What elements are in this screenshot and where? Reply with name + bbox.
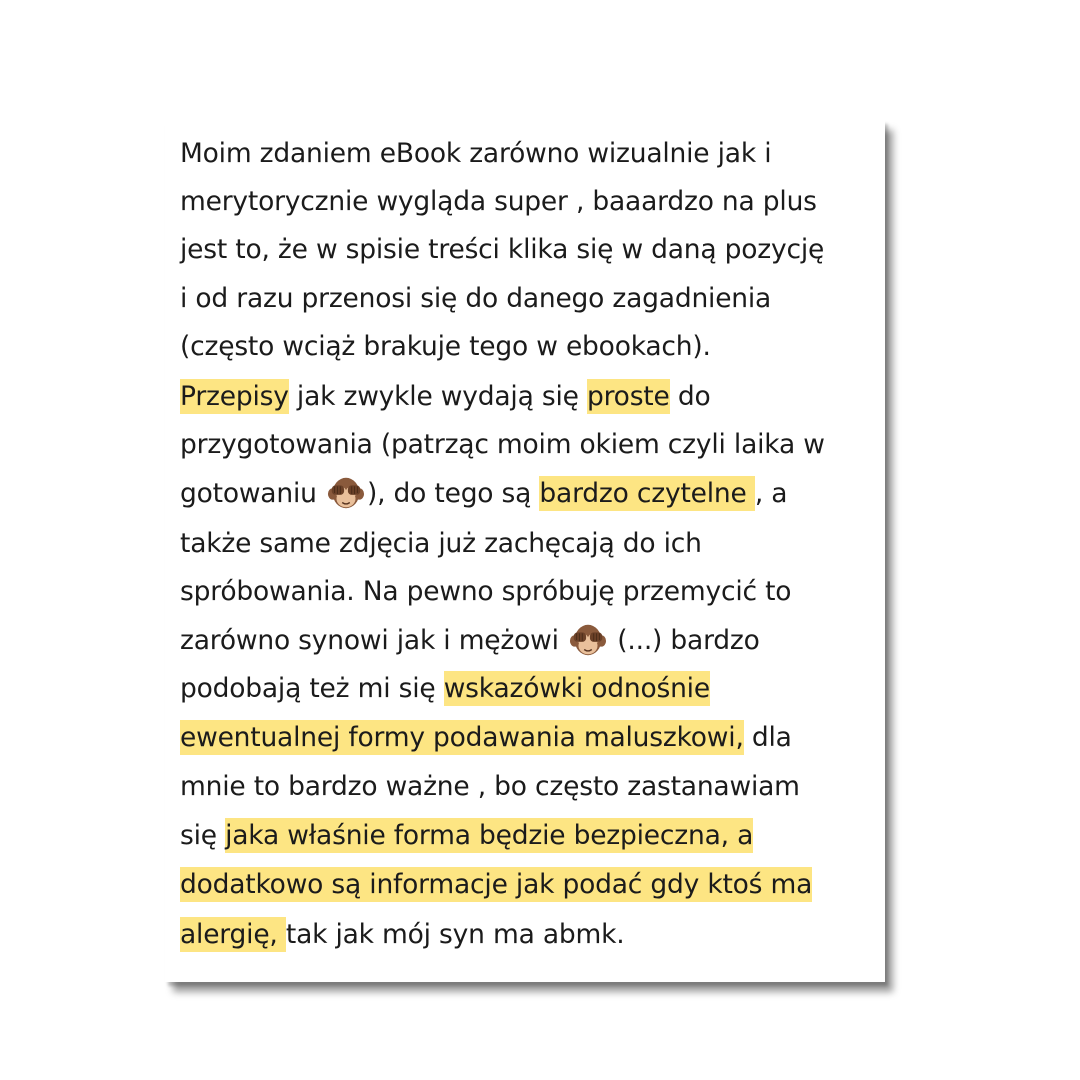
text-segment: się [180,820,226,851]
highlight-ewentualnej-formy: ewentualnej formy podawania maluszkowi, [180,722,744,753]
text-line-15 [180,812,753,860]
text-line-12 [180,665,710,713]
highlight-informacje: dodatkowo są informacje jak podać gdy ktoś ma [180,869,813,900]
text-line-1: Moim zdaniem eBook zarówno wizualnie jak i [180,138,772,169]
text-line-9: także same zdjęcia już zachęcają do ich [180,528,702,559]
text-line-6 [180,373,710,421]
text-segment: (...) bardzo [609,625,760,656]
text-segment: jak zwykle wydają się [288,381,587,412]
text-segment: , a [754,478,788,509]
highlight-alergie: alergię, [180,919,286,950]
text-line-2: merytorycznie wygląda super , baaardzo na plus [180,186,817,217]
highlight-jaka-forma: jaka właśnie forma będzie bezpieczna, a [225,820,754,851]
text-line-7: przygotowania (patrząc moim okiem czyli laika w [180,429,825,460]
text-segment: tak jak mój syn ma abmk. [285,919,625,950]
text-segment: zarówno synowi jak i mężowi [180,625,559,656]
text-segment: do [669,381,711,412]
text-line-3: jest to, że w spisie treści klika się w daną pozycję [180,234,825,265]
see-no-evil-monkey-icon [327,474,365,512]
highlight-proste: proste [586,381,670,412]
text-segment: podobają też mi się [180,673,444,704]
highlight-przepisy: Przepisy [180,381,289,412]
text-line-8 [180,470,787,518]
text-line-13 [180,714,792,762]
text-line-16 [180,861,812,909]
text-segment: gotowaniu [180,478,317,509]
text-line-5: (często wciąż brakuje tego w ebookach). [180,331,711,362]
text-segment: ), do tego są [366,478,540,509]
text-segment: dla [743,722,792,753]
highlight-bardzo-czytelne: bardzo czytelne [539,478,755,509]
text-line-10: spróbowania. Na pewno spróbuję przemycić to [180,576,792,607]
text-line-17 [180,911,625,959]
text-line-14: mnie to bardzo ważne , bo często zastanawiam [180,771,800,802]
text-line-11 [180,617,760,665]
highlight-wskazowki: wskazówki odnośnie [443,673,710,704]
text-line-4: i od razu przenosi się do danego zagadnienia [180,283,772,314]
see-no-evil-monkey-icon [569,621,607,659]
